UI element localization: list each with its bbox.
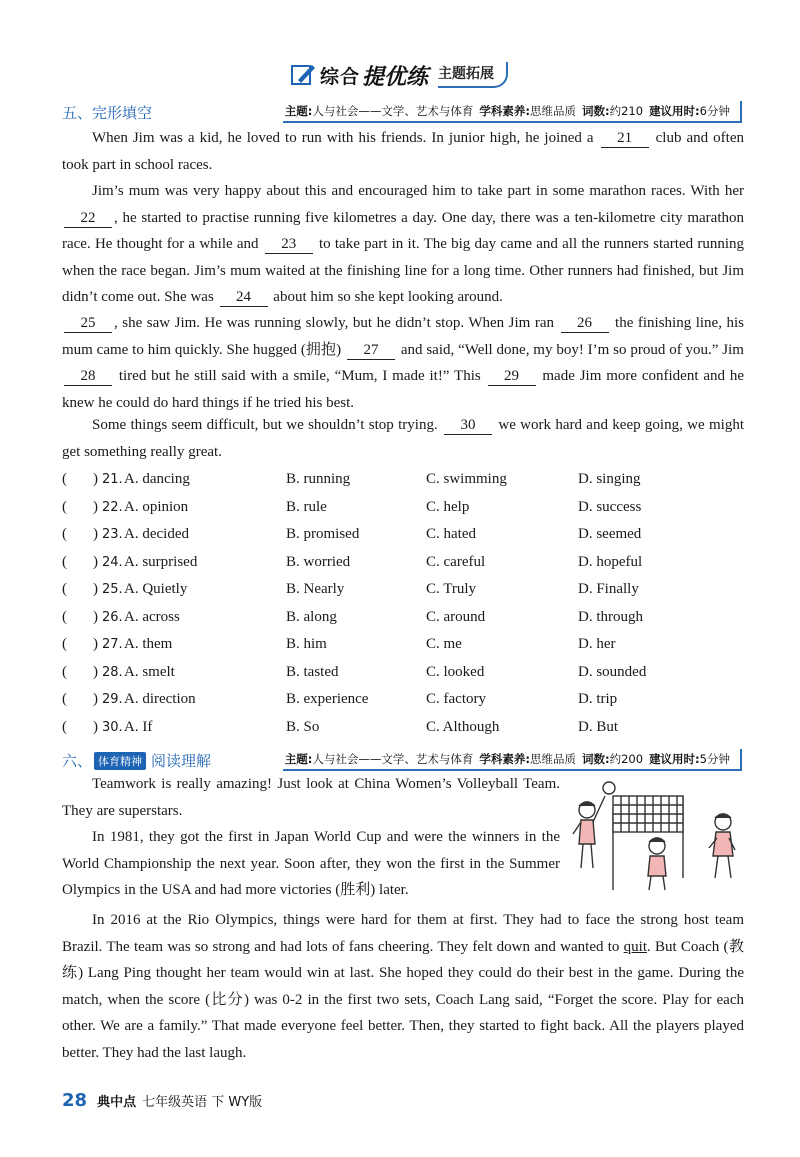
option-a: A. surprised	[124, 554, 198, 570]
answer-bracket[interactable]: ( )	[62, 526, 98, 542]
option-b: B. running	[286, 471, 351, 487]
question-number: 28.	[102, 665, 123, 680]
option-a: A. direction	[124, 691, 196, 707]
banner-title-part1: 综合	[320, 65, 361, 88]
option-d: D. trip	[578, 691, 618, 707]
blank-30: 30	[444, 416, 492, 435]
question-number: 26.	[102, 610, 123, 625]
question-row	[62, 686, 752, 713]
blank-23: 23	[265, 235, 313, 254]
option-d: D. hopeful	[578, 554, 643, 570]
answer-bracket[interactable]: ( )	[62, 664, 98, 680]
pencil-logo-icon	[290, 62, 316, 88]
answer-bracket[interactable]: ( )	[62, 554, 98, 570]
question-row	[62, 576, 752, 603]
option-c: C. Although	[426, 719, 500, 735]
question-row	[62, 631, 752, 658]
answer-bracket[interactable]: ( )	[62, 471, 98, 487]
answer-bracket[interactable]: ( )	[62, 719, 98, 735]
option-b: B. tasted	[286, 664, 339, 680]
cloze-paragraph-2: Jim’s mum was very happy about this and encouraged him to take part in some marathon races. With her 22 , he started to practise running five kilometres a day. One day, there was a ten-kilometre city marathon race. He thought for a while and 23 to take part in it. The big day came and all the runners started running when the race began. Jim’s mum waited at the finishing line for a long time. Other runners had finished, but Jim didn’t come out. She was 24 about him so she kept looking around.	[62, 183, 744, 305]
option-d: D. seemed	[578, 526, 642, 542]
question-row	[62, 659, 752, 686]
banner-title-part2: 提优练	[362, 64, 429, 90]
option-c: C. factory	[426, 691, 486, 707]
section6-tag: 体育精神	[94, 752, 146, 770]
answer-bracket[interactable]: ( )	[62, 499, 98, 515]
cloze-paragraph-3: 25 , she saw Jim. He was running slowly, but he didn’t stop. When Jim ran 26 the finishing line, his mum came to him quickly. She hugged (拥抱) 27 and said, “Well done, my boy! I’m so proud of you.” Jim 28 tired but he still said with a smile, “Mum, I made it!” This 29 made Jim more confident and he knew he could do hard things if he tried his best.	[62, 315, 744, 411]
question-number: 25.	[102, 582, 123, 597]
question-row	[62, 549, 752, 576]
brand-logo: 典中点	[97, 1095, 137, 1110]
answer-bracket[interactable]: ( )	[62, 636, 98, 652]
question-number: 24.	[102, 555, 123, 570]
reading-paragraph-3: In 2016 at the Rio Olympics, things were hard for them at first. They had to face the strong host team Brazil. The team was so strong and had lots of fans cheering. They felt down and wanted to quit. But Coach (教练) Lang Ping thought her team would win at last. She hoped they could do their best in the game. During the match, when the score (比分) was 0-2 in the first two sets, Coach Lang said, “Forget the score. Play for each other. We are a family.” That made everyone feel better. Then, they started to fight back. All the players played better. They had the last laugh.	[62, 912, 744, 1061]
question-row	[62, 521, 752, 548]
volleyball-illustration	[565, 778, 745, 893]
blank-24: 24	[220, 288, 268, 307]
option-b: B. along	[286, 609, 337, 625]
option-c: C. hated	[426, 526, 476, 542]
option-d: D. through	[578, 609, 643, 625]
option-b: B. So	[286, 719, 320, 735]
option-a: A. smelt	[124, 664, 175, 680]
answer-bracket[interactable]: ( )	[62, 581, 98, 597]
option-b: B. experience	[286, 691, 369, 707]
question-row	[62, 494, 752, 521]
option-c: C. careful	[426, 554, 486, 570]
reading-paragraph-2: In 1981, they got the first in Japan World Cup and were the winners in the World Championship the next year. Soon after, they won the first in the Summer Olympics in the USA and had more victories (胜利) later.	[62, 829, 560, 898]
option-c: C. swimming	[426, 471, 507, 487]
question-row	[62, 466, 752, 493]
question-number: 30.	[102, 720, 123, 735]
reading-paragraph-1: Teamwork is really amazing! Just look at China Women’s Volleyball Team. They are superstars.	[62, 776, 560, 819]
option-a: A. Quietly	[124, 581, 188, 597]
option-b: B. worried	[286, 554, 351, 570]
banner-subtitle: 主题拓展	[438, 62, 508, 88]
option-b: B. rule	[286, 499, 327, 515]
question-number: 29.	[102, 692, 123, 707]
blank-21: 21	[601, 129, 649, 148]
option-d: D. singing	[578, 471, 641, 487]
option-c: C. around	[426, 609, 486, 625]
option-d: D. But	[578, 719, 619, 735]
section5-heading: 五、完形填空	[62, 104, 153, 122]
blank-22: 22	[64, 209, 112, 228]
page-footer	[62, 1090, 262, 1111]
question-number: 22.	[102, 500, 123, 515]
answer-bracket[interactable]: ( )	[62, 691, 98, 707]
blank-25: 25	[64, 314, 112, 333]
blank-27: 27	[347, 341, 395, 360]
option-c: C. looked	[426, 664, 485, 680]
cloze-paragraph-4: Some things seem difficult, but we shouldn’t stop trying. 30 we work hard and keep going, we might get something really great.	[62, 417, 744, 460]
cloze-paragraph-1: When Jim was a kid, he loved to run with his friends. In junior high, he joined a 21 club and often took part in school races.	[62, 130, 744, 173]
option-b: B. him	[286, 636, 327, 652]
section6-heading: 六、 体育精神 阅读理解	[62, 752, 212, 770]
blank-26: 26	[561, 314, 609, 333]
question-number: 23.	[102, 527, 123, 542]
option-a: A. opinion	[124, 499, 189, 515]
option-d: D. her	[578, 636, 616, 652]
blank-29: 29	[488, 367, 536, 386]
option-a: A. decided	[124, 526, 189, 542]
page-number: 28	[62, 1090, 88, 1111]
page-banner	[290, 58, 508, 92]
option-a: A. If	[124, 719, 153, 735]
option-a: A. across	[124, 609, 180, 625]
option-c: C. me	[426, 636, 462, 652]
option-b: B. promised	[286, 526, 360, 542]
option-d: D. success	[578, 499, 642, 515]
option-d: D. Finally	[578, 581, 639, 597]
option-c: C. help	[426, 499, 470, 515]
underlined-word: quit	[623, 938, 647, 955]
option-d: D. sounded	[578, 664, 647, 680]
section6-meta: 主题: 人与社会——文学、艺术与体育 学科素养: 思维品质 词数: 约200 建议用时: 5分钟	[283, 749, 742, 771]
question-number: 21.	[102, 472, 123, 487]
blank-28: 28	[64, 367, 112, 386]
option-b: B. Nearly	[286, 581, 345, 597]
section5-meta: 主题: 人与社会——文学、艺术与体育 学科素养: 思维品质 词数: 约210 建议用时: 6分钟	[283, 101, 742, 123]
question-number: 27.	[102, 637, 123, 652]
question-row	[62, 714, 752, 741]
answer-bracket[interactable]: ( )	[62, 609, 98, 625]
option-a: A. them	[124, 636, 173, 652]
book-title: 七年级英语 下 WY版	[142, 1095, 263, 1110]
option-a: A. dancing	[124, 471, 190, 487]
option-c: C. Truly	[426, 581, 477, 597]
question-row	[62, 604, 752, 631]
